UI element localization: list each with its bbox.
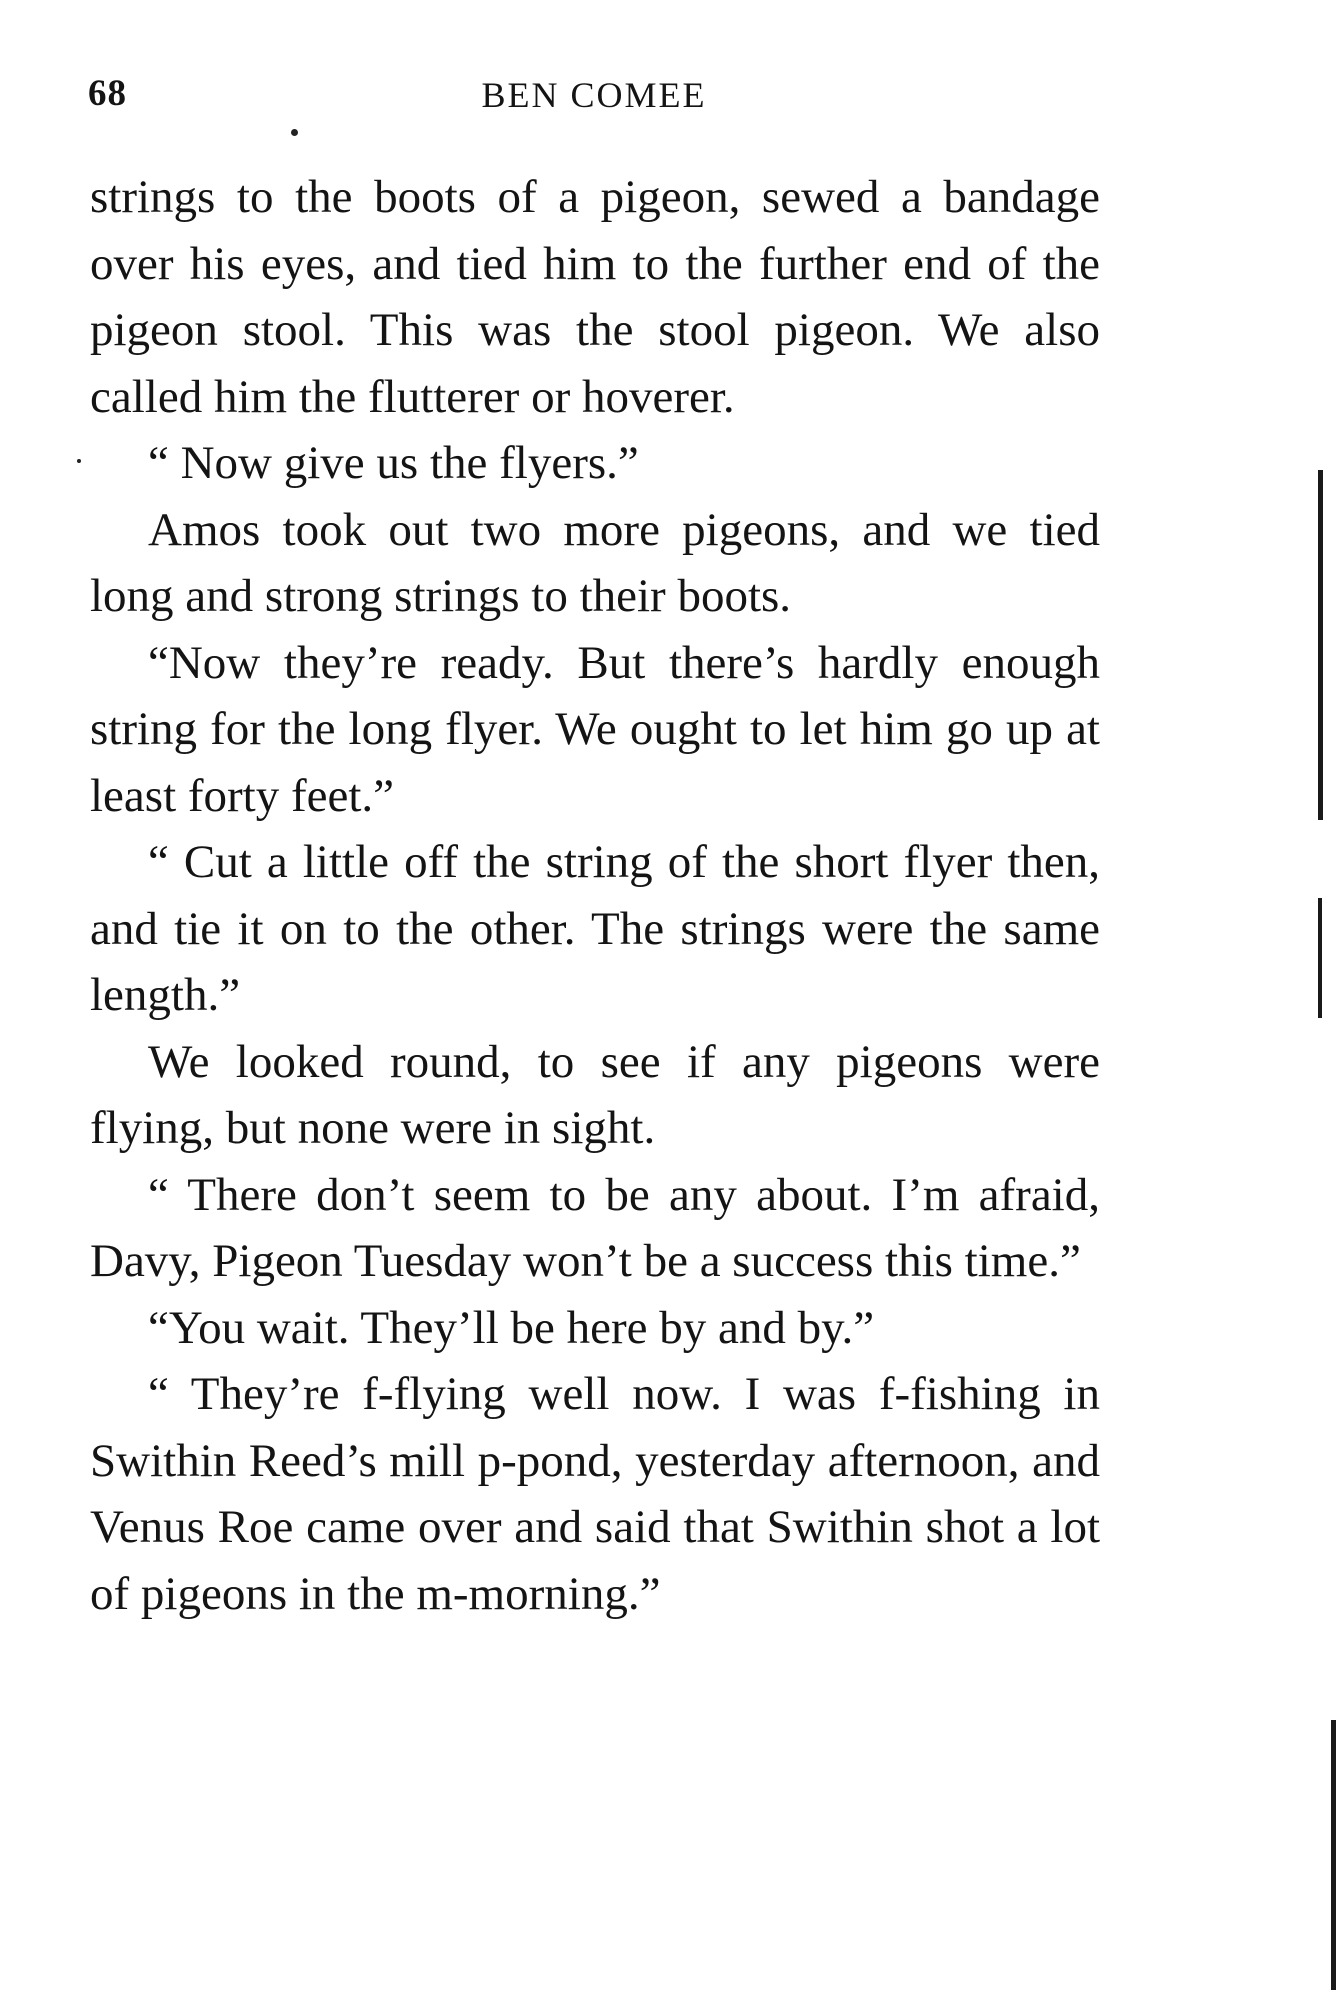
page-header [88,72,1100,122]
page-number: 68 [88,73,127,114]
paragraph: We looked round, to see if any pigeons were flying, but none were in sight. [90,1035,1100,1154]
paragraph: “ Now give us the flyers.” [148,437,639,489]
body-text [90,164,1100,1627]
paragraph: “ They’re f-flying well now. I was f-fishing in Swithin Reed’s mill p-pond, yesterday afternoon, and Venus Roe came over and said that Swithin shot a lot of pigeons in the m-morning.” [90,1368,1100,1620]
running-head: BEN COMEE [481,75,707,115]
paragraph: “Now they’re ready. But there’s hardly enough string for the long flyer. We ought to let him go up at least forty feet.” [90,636,1100,822]
scan-edge-mark [1318,470,1323,820]
paragraph: strings to the boots of a pigeon, sewed a bandage over his eyes, and tied him to the further end of the pigeon stool. This was the stool pigeon. We also called him the flutterer or hoverer. [90,171,1100,423]
print-speck [291,129,298,136]
paragraph: “ Cut a little off the string of the short flyer then, and tie it on to the other. The strings were the same length.” [90,836,1100,1021]
scan-edge-mark [1331,1720,1336,1990]
print-speck [77,459,81,463]
paragraph: “You wait. They’ll be here by and by.” [148,1301,875,1354]
paragraph: “ There don’t seem to be any about. I’m afraid, Davy, Pigeon Tuesday won’t be a success this time.” [90,1168,1100,1287]
scan-edge-mark [1318,898,1322,1018]
paragraph: Amos took out two more pigeons, and we tied long and strong strings to their boots. [90,503,1100,622]
